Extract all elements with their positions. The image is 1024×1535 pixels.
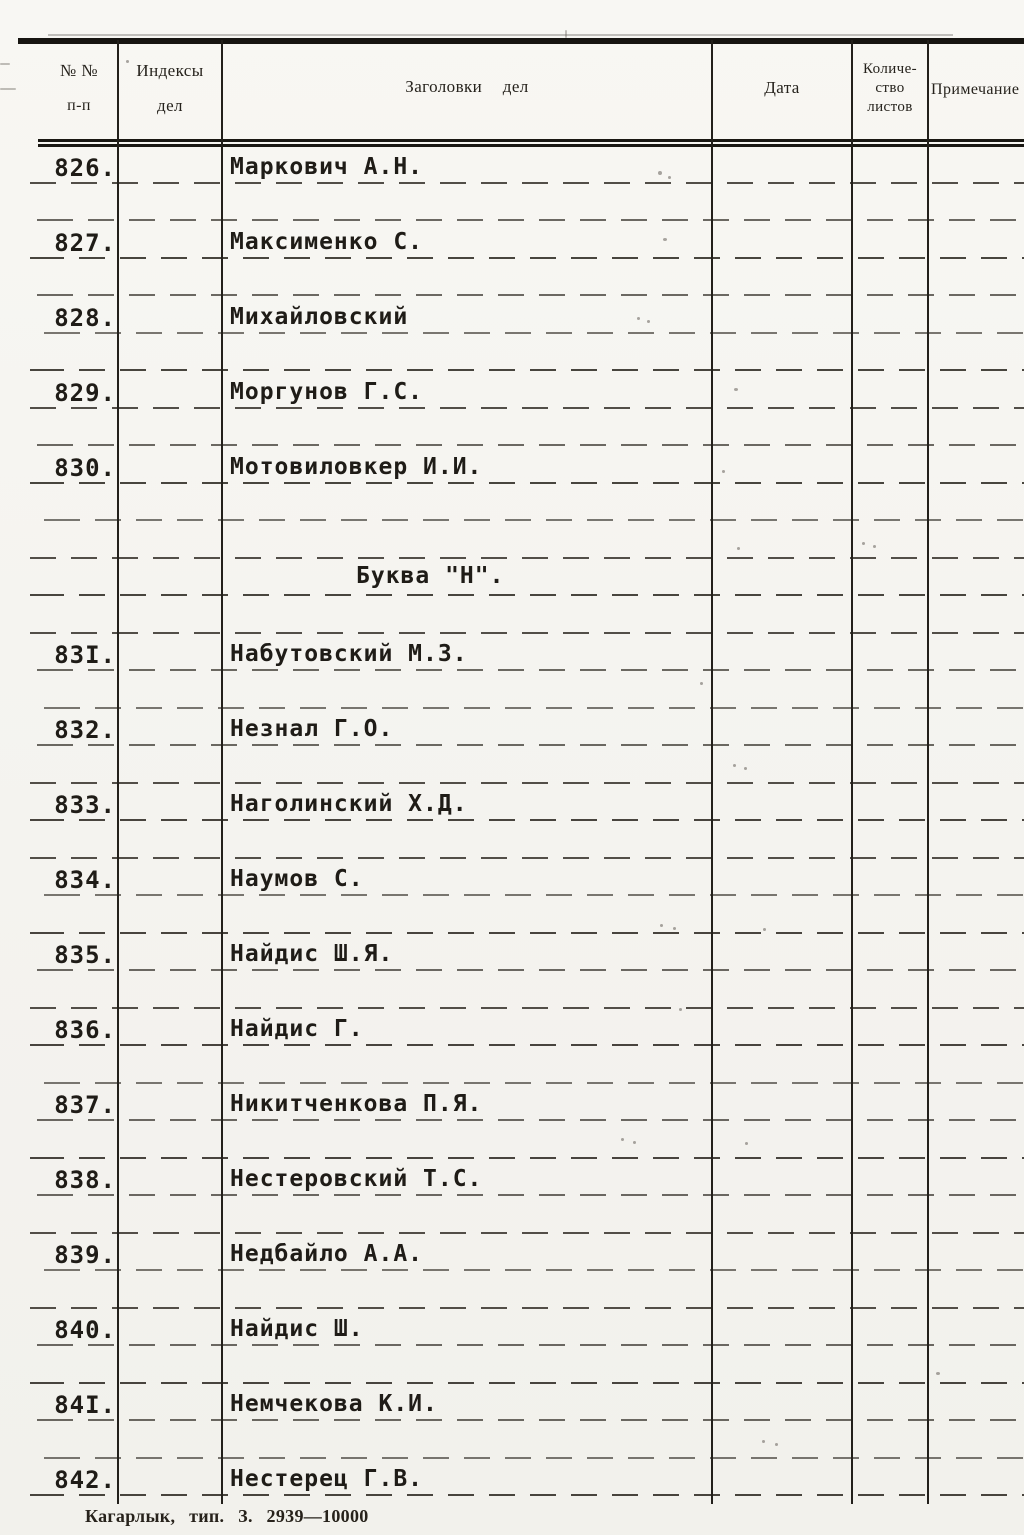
- column-header-date: Дата: [764, 78, 800, 97]
- entry-title: Найдис Ш.: [230, 1316, 364, 1342]
- entry-title: Недбайло А.А.: [230, 1241, 424, 1267]
- ruled-blank-row: [30, 1121, 1024, 1159]
- register-row: [30, 1009, 1024, 1047]
- table-top-border: [18, 38, 1024, 44]
- printing-house-imprint: Кагарлык, тип. З. 2939—10000: [85, 1506, 369, 1526]
- register-row: [30, 934, 1024, 972]
- entry-title: Михайловский: [230, 303, 409, 330]
- ruled-blank-row: [30, 409, 1024, 447]
- column-header-number-line1: № №: [60, 61, 98, 80]
- column-header-sheet-count-line3: листов: [867, 99, 913, 115]
- column-rule-1: [117, 40, 119, 1504]
- entry-number: 83I.: [54, 641, 116, 669]
- register-row: [30, 1384, 1024, 1422]
- entry-number: 835.: [54, 941, 116, 969]
- ruled-blank-row: [30, 746, 1024, 784]
- entry-title: Мотовиловкер И.И.: [230, 453, 483, 480]
- register-row: [30, 1084, 1024, 1122]
- entry-title: Найдис Ш.Я.: [230, 941, 394, 967]
- entry-title: Немчекова К.И.: [230, 1391, 438, 1417]
- entry-title: Никитченкова П.Я.: [230, 1091, 483, 1117]
- entry-title: Найдис Г.: [230, 1016, 364, 1042]
- register-row: [30, 709, 1024, 747]
- entry-number: 836.: [54, 1016, 116, 1044]
- register-row: [30, 634, 1024, 672]
- ruled-blank-row: [30, 821, 1024, 859]
- register-row: [30, 859, 1024, 897]
- register-row: [30, 446, 1024, 484]
- column-header-sheet-count: [853, 60, 927, 117]
- ruled-blank-row: [30, 484, 1024, 522]
- entry-number: 840.: [54, 1316, 116, 1344]
- column-header-sheet-count-line2: ство: [875, 80, 905, 96]
- entry-title: Нестеровский Т.С.: [230, 1166, 483, 1192]
- section-letter-heading: Буква "Н".: [356, 563, 505, 589]
- entry-number: 826.: [54, 153, 116, 182]
- column-header-index-line1: Индексы: [136, 61, 204, 80]
- column-header-note: Примечание: [931, 81, 1020, 98]
- register-row: [30, 1309, 1024, 1347]
- register-row: [30, 371, 1024, 409]
- entry-title: Маркович А.Н.: [230, 153, 424, 180]
- ruled-blank-row: [30, 896, 1024, 934]
- entry-number: 838.: [54, 1166, 116, 1194]
- column-rule-5: [927, 40, 929, 1504]
- ruled-blank-row: [30, 671, 1024, 709]
- entry-number: 829.: [54, 378, 116, 407]
- column-header-number-line2: п-п: [67, 97, 91, 114]
- entry-title: Наголинский Х.Д.: [230, 791, 468, 817]
- column-header-sheet-count-line1: Количе-: [862, 61, 918, 77]
- column-header-case-titles: Заголовки дел: [405, 77, 529, 96]
- ruled-blank-row: [30, 334, 1024, 372]
- entry-number: 839.: [54, 1241, 116, 1269]
- table-body: [30, 146, 1024, 1496]
- entry-number: 832.: [54, 716, 116, 744]
- entry-number: 827.: [54, 228, 116, 257]
- register-row: [30, 784, 1024, 822]
- ruled-blank-row: [30, 1196, 1024, 1234]
- entry-title: Набутовский М.З.: [230, 641, 468, 667]
- ruled-blank-row: [30, 259, 1024, 297]
- ruled-blank-row: [30, 1421, 1024, 1459]
- entry-number: 830.: [54, 453, 116, 482]
- register-row: [30, 146, 1024, 184]
- section-heading-row: [30, 559, 1024, 597]
- ruled-blank-row: [30, 1046, 1024, 1084]
- entry-number: 842.: [54, 1466, 116, 1494]
- entry-title: Максименко С.: [230, 228, 424, 255]
- register-row: [30, 1459, 1024, 1497]
- ruled-blank-row: [30, 596, 1024, 634]
- entry-number: 834.: [54, 866, 116, 894]
- column-rule-2: [221, 40, 223, 1504]
- ruled-blank-row: [30, 521, 1024, 559]
- register-row: [30, 296, 1024, 334]
- register-row: [30, 1159, 1024, 1197]
- entry-title: Незнал Г.О.: [230, 716, 394, 742]
- entry-number: 837.: [54, 1091, 116, 1119]
- column-header-index-line2: дел: [157, 96, 183, 115]
- entry-title: Нестерец Г.В.: [230, 1466, 424, 1492]
- entry-number: 833.: [54, 791, 116, 819]
- column-rule-4: [851, 40, 853, 1504]
- entry-number: 84I.: [54, 1391, 116, 1419]
- entry-title: Моргунов Г.С.: [230, 378, 424, 405]
- entry-title: Наумов С.: [230, 866, 364, 892]
- ruled-blank-row: [30, 1346, 1024, 1384]
- ruled-blank-row: [30, 184, 1024, 222]
- ruled-blank-row: [30, 1271, 1024, 1309]
- ruled-blank-row: [30, 971, 1024, 1009]
- register-row: [30, 221, 1024, 259]
- column-rule-3: [711, 40, 713, 1504]
- register-row: [30, 1234, 1024, 1272]
- entry-number: 828.: [54, 303, 116, 332]
